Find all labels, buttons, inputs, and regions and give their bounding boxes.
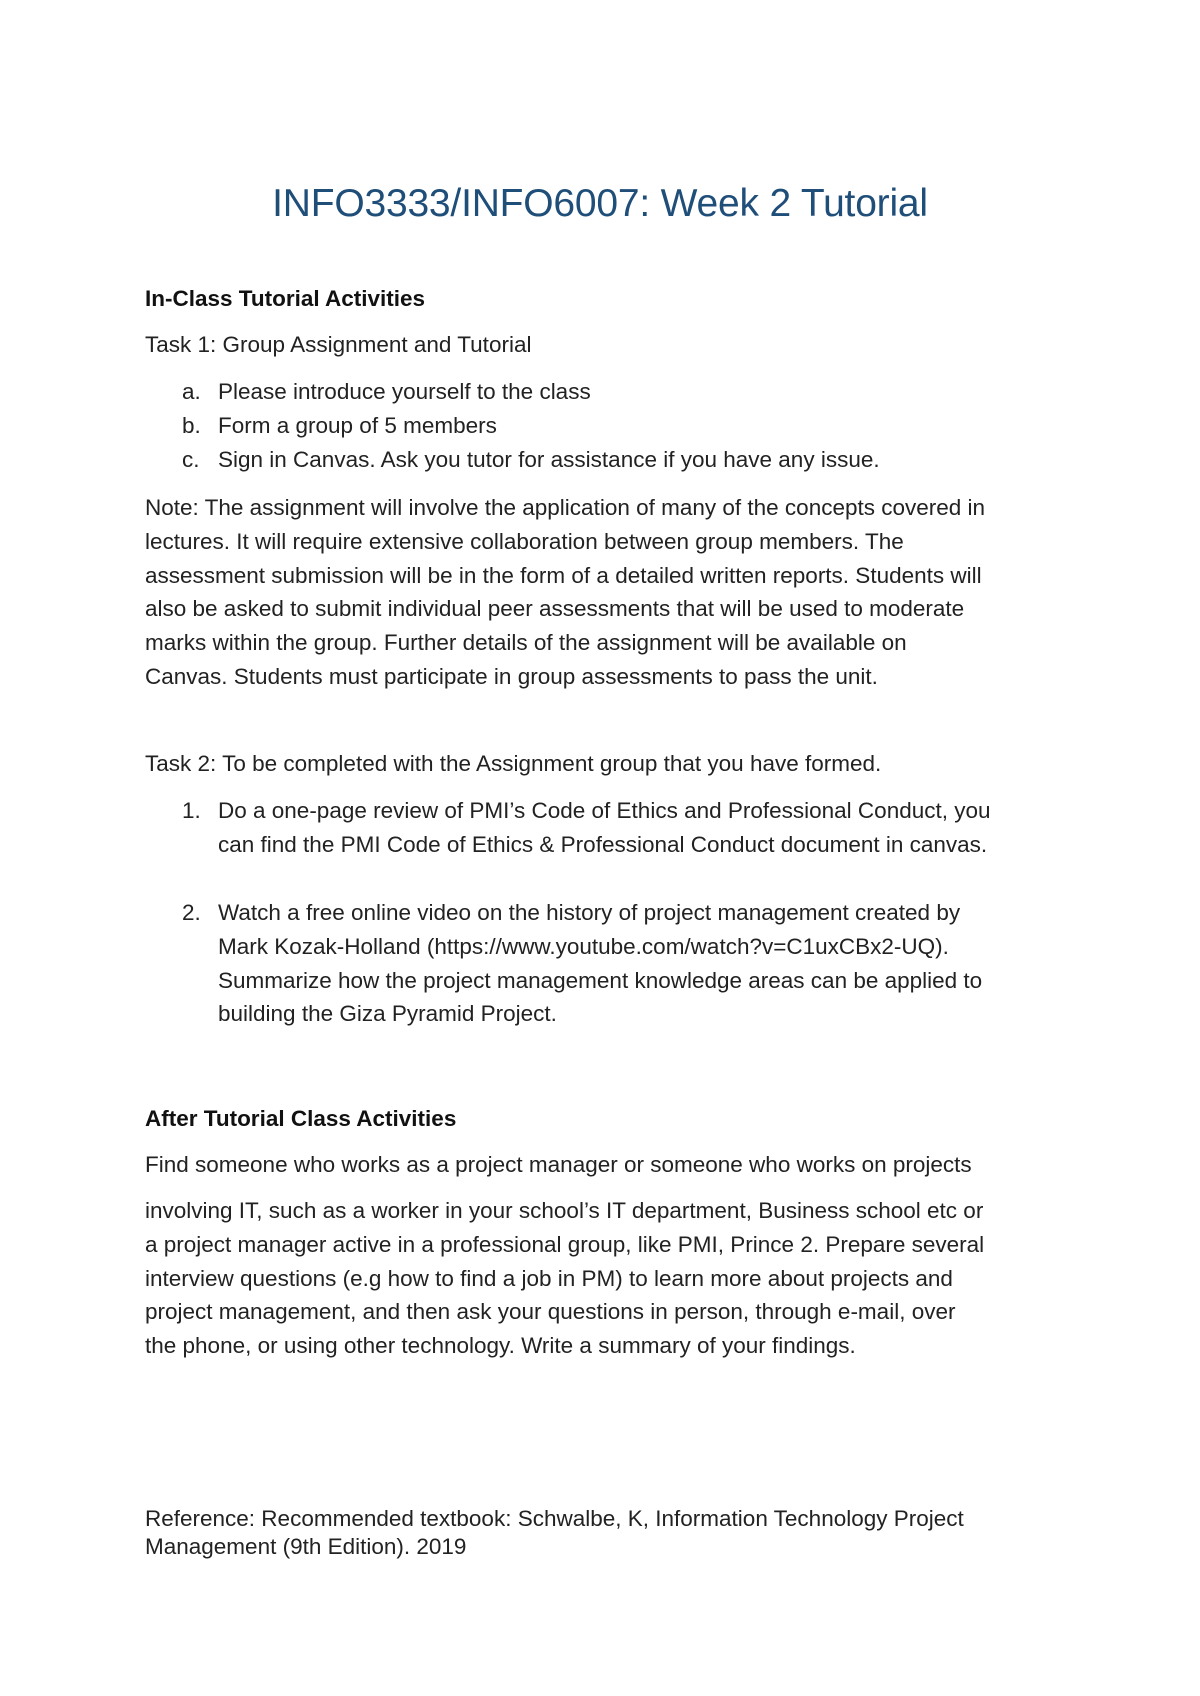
task1-list [145,375,1075,476]
list-item-text: Sign in Canvas. Ask you tutor for assistance if you have any issue. [218,446,880,472]
note-line: Note: The assignment will involve the application of many of the concepts covered in [145,495,986,520]
note-line: marks within the group. Further details of the assignment will be available on [145,630,907,656]
note-line: lectures. It will require extensive collaboration between group members. The [145,528,904,554]
after-class-intro: Find someone who works as a project manager or someone who works on projects [145,1152,972,1177]
in-class-heading: In-Class Tutorial Activities [145,286,426,311]
list-item [145,409,1075,443]
list-marker: 1. [182,798,201,823]
task2-item-2 [145,896,1075,1031]
list-marker: 2. [182,900,201,925]
list-item-line: Do a one-page review of PMI’s Code of Ethics and Professional Conduct, you [218,798,991,823]
list-marker: a. [182,379,201,404]
list-item [145,375,1075,409]
body-line: interview questions (e.g how to find a job in PM) to learn more about projects and [145,1265,953,1291]
note-line: assessment submission will be in the form of a detailed written reports. Students will [145,562,982,588]
list-item-line: Watch a free online video on the history of project management created by [218,900,961,925]
list-item-line: Mark Kozak-Holland (https://www.youtube.com/watch?v=C1uxCBx2-UQ). [218,933,949,959]
task2-title: Task 2: To be completed with the Assignment group that you have formed. [145,751,882,776]
task1-note [145,491,1075,694]
after-class-body [145,1194,1075,1363]
list-marker: b. [182,412,201,438]
list-item-line: building the Giza Pyramid Project. [218,1001,557,1027]
body-line: project management, and then ask your questions in person, through e-mail, over [145,1299,956,1325]
body-line: the phone, or using other technology. Write a summary of your findings. [145,1333,856,1359]
task1-title: Task 1: Group Assignment and Tutorial [145,332,532,357]
list-item-text: Please introduce yourself to the class [218,379,591,404]
body-line: involving IT, such as a worker in your school’s IT department, Business school etc or [145,1198,984,1223]
list-item [145,896,1075,1031]
list-item [145,794,1075,862]
note-line: Canvas. Students must participate in group assessments to pass the unit. [145,663,878,689]
list-item-line: Summarize how the project management knowledge areas can be applied to [218,967,983,993]
after-class-heading: After Tutorial Class Activities [145,1106,457,1131]
page-title: INFO3333/INFO6007: Week 2 Tutorial [272,182,928,225]
list-item-text: Form a group of 5 members [218,412,497,438]
body-line: a project manager active in a professional group, like PMI, Prince 2. Prepare several [145,1231,985,1257]
task2-item-1 [145,794,1075,862]
note-line: also be asked to submit individual peer assessments that will be used to moderate [145,596,965,622]
list-item [145,443,1075,477]
reference-line: Reference: Recommended textbook: Schwalbe, K, Information Technology Project [145,1506,964,1531]
reference [145,1505,1075,1561]
list-marker: c. [182,446,200,472]
reference-line: Management (9th Edition). 2019 [145,1534,467,1559]
list-item-line: can find the PMI Code of Ethics & Professional Conduct document in canvas. [218,831,988,857]
